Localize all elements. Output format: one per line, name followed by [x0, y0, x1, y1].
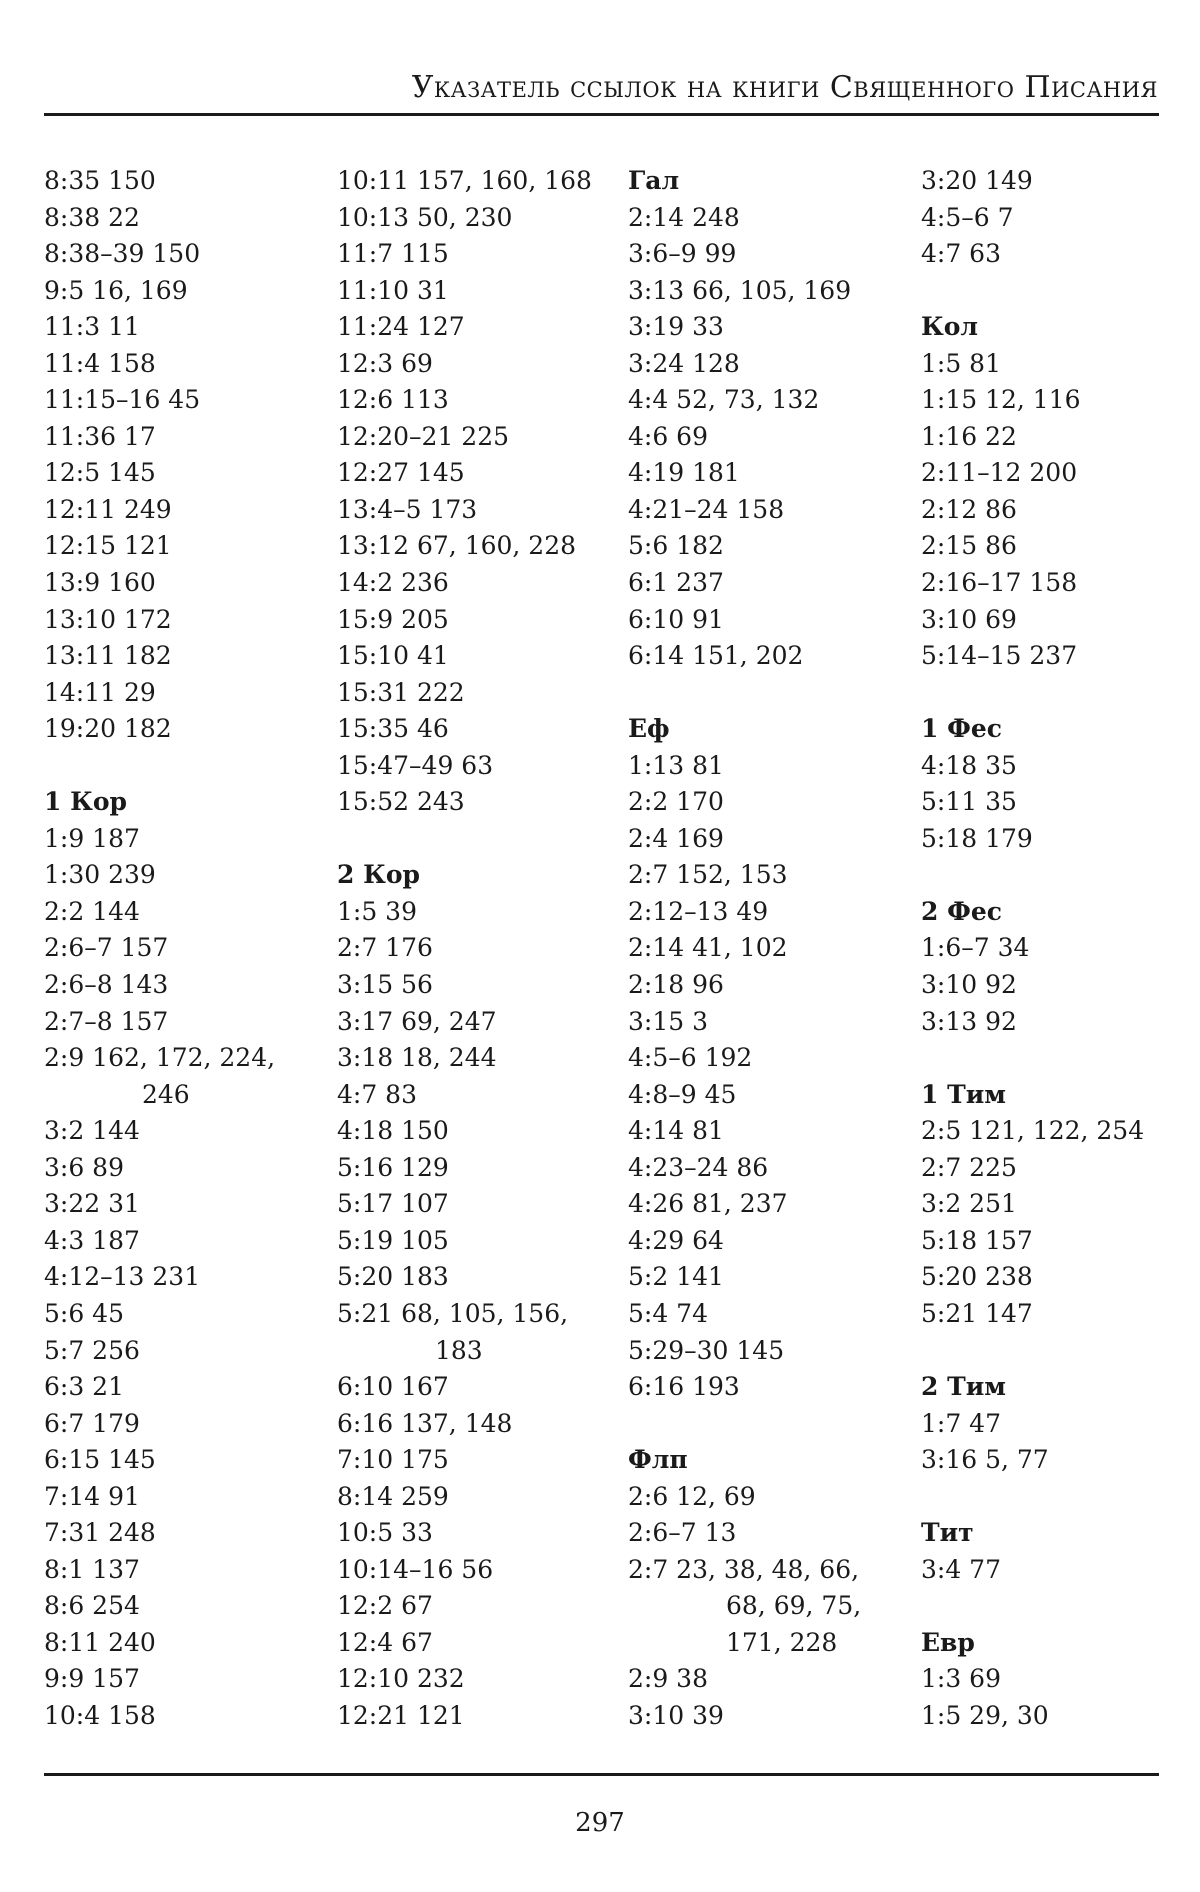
index-entry: 12:6 113	[337, 385, 449, 415]
index-entry: 5:18 179	[921, 823, 1033, 853]
book-heading: 1 Кор	[44, 787, 127, 817]
index-entry: 3:2 144	[44, 1116, 140, 1146]
spacer	[921, 273, 1181, 310]
index-entry: 3:17 69, 247	[337, 1006, 497, 1036]
index-entry: 3:18 18, 244	[337, 1043, 497, 1073]
index-entry: 11:15–16 45	[44, 385, 201, 415]
index-entry-continuation: 183	[435, 1335, 483, 1365]
page-number: 297	[575, 1808, 625, 1838]
index-entry: 10:4 158	[44, 1700, 156, 1730]
index-entry-continuation: 246	[142, 1079, 190, 1109]
index-entry: 2:6–7 13	[628, 1518, 737, 1548]
header-rule	[44, 113, 1159, 116]
index-entry: 5:21 68, 105, 156,	[337, 1298, 569, 1328]
index-entry: 12:4 67	[337, 1627, 433, 1657]
index-entry: 3:15 3	[628, 1006, 708, 1036]
index-entry: 14:11 29	[44, 677, 156, 707]
index-entry: 11:36 17	[44, 421, 156, 451]
index-entry: 4:23–24 86	[628, 1152, 769, 1182]
index-entry: 2:7 176	[337, 933, 433, 963]
spacer	[628, 1406, 888, 1443]
index-entry: 1:3 69	[921, 1664, 1001, 1694]
index-entry: 15:52 243	[337, 787, 465, 817]
index-column-2	[337, 163, 597, 1735]
index-entry: 11:4 158	[44, 348, 156, 378]
index-entry: 5:11 35	[921, 787, 1017, 817]
index-entry: 8:6 254	[44, 1591, 140, 1621]
index-entry: 3:4 77	[921, 1554, 1001, 1584]
index-entry: 15:31 222	[337, 677, 465, 707]
index-entry: 19:20 182	[44, 714, 172, 744]
index-entry: 2:15 86	[921, 531, 1017, 561]
index-entry: 10:13 50, 230	[337, 202, 513, 232]
index-entry: 2:7 23, 38, 48, 66,	[628, 1554, 860, 1584]
book-heading: 2 Тим	[921, 1372, 1006, 1402]
book-heading: Евр	[921, 1627, 975, 1657]
index-entry: 6:10 167	[337, 1372, 449, 1402]
index-entry: 5:4 74	[628, 1298, 708, 1328]
index-entry: 2:2 144	[44, 896, 140, 926]
index-entry: 5:18 157	[921, 1225, 1033, 1255]
book-heading: 1 Тим	[921, 1079, 1006, 1109]
index-entry: 4:4 52, 73, 132	[628, 385, 820, 415]
index-entry: 4:12–13 231	[44, 1262, 201, 1292]
index-entry: 2:12 86	[921, 494, 1017, 524]
index-entry: 4:6 69	[628, 421, 708, 451]
index-entry: 1:5 29, 30	[921, 1700, 1049, 1730]
index-entry: 8:14 259	[337, 1481, 449, 1511]
index-entry: 5:29–30 145	[628, 1335, 785, 1365]
spacer	[921, 1588, 1181, 1625]
spacer	[921, 1479, 1181, 1516]
book-heading: Кол	[921, 312, 979, 342]
index-entry: 6:7 179	[44, 1408, 140, 1438]
index-entry: 4:7 83	[337, 1079, 417, 1109]
index-entry: 10:5 33	[337, 1518, 433, 1548]
index-entry: 3:16 5, 77	[921, 1445, 1049, 1475]
index-entry: 15:35 46	[337, 714, 449, 744]
index-entry: 12:15 121	[44, 531, 172, 561]
book-heading: 1 Фес	[921, 714, 1002, 744]
index-entry: 6:16 137, 148	[337, 1408, 513, 1438]
index-entry: 13:12 67, 160, 228	[337, 531, 577, 561]
index-entry: 3:22 31	[44, 1189, 140, 1219]
index-column-1	[44, 163, 304, 1735]
index-entry: 6:16 193	[628, 1372, 740, 1402]
index-entry: 3:15 56	[337, 970, 433, 1000]
index-entry: 13:4–5 173	[337, 494, 478, 524]
spacer	[921, 1333, 1181, 1370]
index-entry: 3:19 33	[628, 312, 724, 342]
index-entry: 3:20 149	[921, 166, 1033, 195]
index-column-3	[628, 163, 888, 1735]
index-entry: 1:15 12, 116	[921, 385, 1081, 415]
index-entry: 1:30 239	[44, 860, 156, 890]
index-entry: 4:21–24 158	[628, 494, 785, 524]
index-entry: 8:35 150	[44, 166, 156, 195]
index-column-4	[921, 163, 1181, 1735]
index-entry: 2:6–8 143	[44, 970, 169, 1000]
index-entry: 2:7 152, 153	[628, 860, 788, 890]
book-heading: Флп	[628, 1445, 688, 1475]
index-entry: 4:29 64	[628, 1225, 724, 1255]
index-entry: 3:10 39	[628, 1700, 724, 1730]
index-entry: 13:9 160	[44, 568, 156, 598]
index-entry: 6:10 91	[628, 604, 724, 634]
spacer	[44, 748, 304, 785]
index-entry: 4:26 81, 237	[628, 1189, 788, 1219]
index-entry: 15:10 41	[337, 641, 449, 671]
index-entry: 12:20–21 225	[337, 421, 510, 451]
index-entry: 11:24 127	[337, 312, 465, 342]
footer-rule	[44, 1773, 1159, 1776]
index-entry: 7:14 91	[44, 1481, 140, 1511]
index-entry: 2:16–17 158	[921, 568, 1078, 598]
index-entry: 10:14–16 56	[337, 1554, 494, 1584]
index-entry: 2:14 248	[628, 202, 740, 232]
index-entry: 6:3 21	[44, 1372, 124, 1402]
index-entry: 5:6 182	[628, 531, 724, 561]
index-entry-continuation: 68, 69, 75,	[726, 1591, 862, 1621]
index-entry: 1:9 187	[44, 823, 140, 853]
index-entry: 4:7 63	[921, 239, 1001, 269]
index-entry: 11:10 31	[337, 275, 449, 305]
index-entry: 2:6 12, 69	[628, 1481, 756, 1511]
index-entry: 4:5–6 7	[921, 202, 1014, 232]
index-entry: 4:3 187	[44, 1225, 140, 1255]
index-entry: 7:31 248	[44, 1518, 156, 1548]
index-entry: 2:12–13 49	[628, 896, 769, 926]
book-heading: 2 Фес	[921, 896, 1002, 926]
index-entry: 6:14 151, 202	[628, 641, 804, 671]
index-entry: 5:2 141	[628, 1262, 724, 1292]
index-entry: 8:38 22	[44, 202, 140, 232]
index-entry: 9:5 16, 169	[44, 275, 188, 305]
index-entry: 3:6 89	[44, 1152, 124, 1182]
index-entry: 15:47–49 63	[337, 750, 494, 780]
index-entry: 12:27 145	[337, 458, 465, 488]
index-entry: 3:2 251	[921, 1189, 1017, 1219]
index-entry: 2:6–7 157	[44, 933, 169, 963]
index-entry: 6:1 237	[628, 568, 724, 598]
spacer	[921, 857, 1181, 894]
index-entry: 4:5–6 192	[628, 1043, 753, 1073]
index-entry: 5:19 105	[337, 1225, 449, 1255]
index-entry: 3:10 69	[921, 604, 1017, 634]
index-entry: 11:3 11	[44, 312, 140, 342]
index-entry: 8:1 137	[44, 1554, 140, 1584]
index-entry: 13:10 172	[44, 604, 172, 634]
index-entry: 1:13 81	[628, 750, 724, 780]
index-entry: 1:5 81	[921, 348, 1001, 378]
spacer	[628, 675, 888, 712]
index-entry: 3:6–9 99	[628, 239, 737, 269]
index-entry: 2:7–8 157	[44, 1006, 169, 1036]
index-entry-continuation: 171, 228	[726, 1627, 838, 1657]
index-entry: 2:5 121, 122, 254	[921, 1116, 1145, 1146]
spacer	[921, 1040, 1181, 1077]
index-entry: 1:16 22	[921, 421, 1017, 451]
index-entry: 10:11 157, 160, 168	[337, 166, 592, 195]
index-entry: 2:9 38	[628, 1664, 708, 1694]
index-entry: 12:5 145	[44, 458, 156, 488]
book-heading: Гал	[628, 166, 680, 195]
index-entry: 5:6 45	[44, 1298, 124, 1328]
index-entry: 1:7 47	[921, 1408, 1001, 1438]
index-entry: 11:7 115	[337, 239, 449, 269]
index-entry: 4:14 81	[628, 1116, 724, 1146]
index-entry: 5:7 256	[44, 1335, 140, 1365]
index-entry: 4:8–9 45	[628, 1079, 737, 1109]
spacer	[921, 675, 1181, 712]
index-entry: 2:11–12 200	[921, 458, 1078, 488]
index-entry: 12:21 121	[337, 1700, 465, 1730]
index-entry: 12:3 69	[337, 348, 433, 378]
index-entry: 4:18 35	[921, 750, 1017, 780]
index-entry: 3:10 92	[921, 970, 1017, 1000]
index-entry: 2:7 225	[921, 1152, 1017, 1182]
index-entry: 3:24 128	[628, 348, 740, 378]
index-entry: 5:14–15 237	[921, 641, 1078, 671]
index-entry: 12:10 232	[337, 1664, 465, 1694]
index-entry: 1:6–7 34	[921, 933, 1030, 963]
index-entry: 2:14 41, 102	[628, 933, 788, 963]
book-heading: Еф	[628, 714, 670, 744]
index-entry: 9:9 157	[44, 1664, 140, 1694]
index-entry: 3:13 92	[921, 1006, 1017, 1036]
index-entry: 8:11 240	[44, 1627, 156, 1657]
index-entry: 5:20 183	[337, 1262, 449, 1292]
index-entry: 12:2 67	[337, 1591, 433, 1621]
index-entry: 5:20 238	[921, 1262, 1033, 1292]
index-entry: 14:2 236	[337, 568, 449, 598]
spacer	[337, 821, 597, 858]
index-entry: 4:18 150	[337, 1116, 449, 1146]
running-head: Указатель ссылок на книги Священного Писания	[411, 70, 1158, 105]
index-entry: 6:15 145	[44, 1445, 156, 1475]
index-entry: 13:11 182	[44, 641, 172, 671]
index-entry: 2:9 162, 172, 224,	[44, 1043, 276, 1073]
index-entry: 3:13 66, 105, 169	[628, 275, 852, 305]
book-heading: Тит	[921, 1518, 974, 1548]
index-entry: 2:2 170	[628, 787, 724, 817]
index-entry: 12:11 249	[44, 494, 172, 524]
index-entry: 8:38–39 150	[44, 239, 201, 269]
index-entry: 7:10 175	[337, 1445, 449, 1475]
index-entry: 2:18 96	[628, 970, 724, 1000]
index-entry: 5:16 129	[337, 1152, 449, 1182]
index-entry: 4:19 181	[628, 458, 740, 488]
index-entry: 15:9 205	[337, 604, 449, 634]
book-heading: 2 Кор	[337, 860, 420, 890]
index-entry: 5:17 107	[337, 1189, 449, 1219]
index-entry: 5:21 147	[921, 1298, 1033, 1328]
index-entry: 1:5 39	[337, 896, 417, 926]
index-entry: 2:4 169	[628, 823, 724, 853]
